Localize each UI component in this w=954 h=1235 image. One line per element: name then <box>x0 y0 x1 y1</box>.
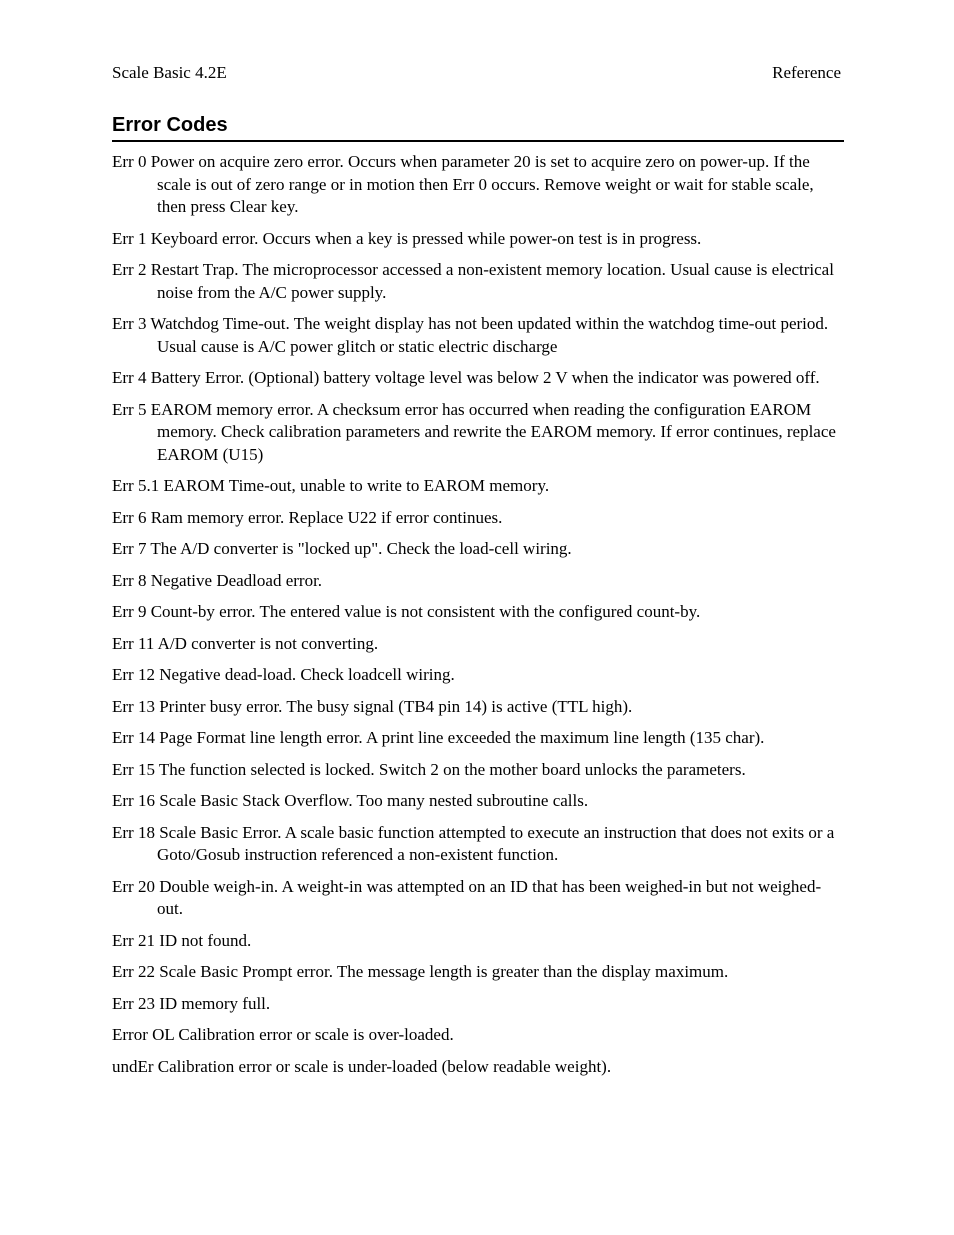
error-entry-err-23: Err 23 ID memory full. <box>112 993 271 1013</box>
error-entry-err-5-1: Err 5.1 EAROM Time-out, unable to write to EAROM memory. <box>112 476 550 495</box>
error-entry-err-4: Err 4 Battery Error. (Optional) battery voltage level was below 2 V when the indicator was powered off. <box>112 368 820 387</box>
error-entry-err-14: Err 14 Page Format line length error. A print line exceeded the maximum line length (135 char). <box>112 728 765 747</box>
error-entry-err-5: Err 5 EAROM memory error. A checksum error has occurred when reading the configuration EAROM memory. Check calibration parameters and rewrite the EAROM memory. If error continues, replace EAROM (U15) <box>112 399 836 464</box>
error-entry-error-ol: Error OL Calibration error or scale is over-loaded. <box>112 1025 454 1044</box>
error-entry-err-1: Err 1 Keyboard error. Occurs when a key is pressed while power-on test is in progress. <box>112 228 702 248</box>
running-header-section: Reference <box>772 63 841 82</box>
error-entry-err-6: Err 6 Ram memory error. Replace U22 if error continues. <box>112 507 503 527</box>
error-entry-err-8: Err 8 Negative Deadload error. <box>112 570 323 590</box>
error-code-list <box>112 151 844 1087</box>
error-entry-under: undEr Calibration error or scale is under-loaded (below readable weight). <box>112 1056 612 1076</box>
error-entry-err-0: Err 0 Power on acquire zero error. Occurs when parameter 20 is set to acquire zero on power-up. If the scale is out of zero range or in motion then Err 0 occurs. Remove weight or wait for stable scale, then press Clear key. <box>112 152 814 216</box>
error-entry-err-16: Err 16 Scale Basic Stack Overflow. Too many nested subroutine calls. <box>112 791 589 810</box>
error-entry-err-22: Err 22 Scale Basic Prompt error. The message length is greater than the display maximum. <box>112 962 729 981</box>
error-entry-err-9: Err 9 Count-by error. The entered value is not consistent with the configured count-by. <box>112 602 701 621</box>
running-header-title: Scale Basic 4.2E <box>112 63 227 82</box>
error-entry-err-7: Err 7 The A/D converter is "locked up". Check the load-cell wiring. <box>112 539 572 558</box>
error-entry-err-13: Err 13 Printer busy error. The busy signal (TB4 pin 14) is active (TTL high). <box>112 696 633 716</box>
error-entry-err-3: Err 3 Watchdog Time-out. The weight display has not been updated within the watchdog time-out period. Usual cause is A/C power glitch or static electric discharge <box>112 314 829 356</box>
error-entry-err-21: Err 21 ID not found. <box>112 930 252 950</box>
error-entry-err-18: Err 18 Scale Basic Error. A scale basic function attempted to execute an instruction that does not exits or a Goto/Gosub instruction referenced a non-existent function. <box>112 822 835 864</box>
error-entry-err-11: Err 11 A/D converter is not converting. <box>112 633 379 653</box>
error-entry-err-20: Err 20 Double weigh-in. A weight-in was attempted on an ID that has been weighed-in but not weighed-out. <box>112 876 822 918</box>
error-entry-err-12: Err 12 Negative dead-load. Check loadcell wiring. <box>112 665 455 684</box>
error-entry-err-2: Err 2 Restart Trap. The microprocessor accessed a non-existent memory location. Usual cause is electrical noise from the A/C power supply. <box>112 260 834 302</box>
error-entry-err-15: Err 15 The function selected is locked. Switch 2 on the mother board unlocks the parameters. <box>112 759 746 779</box>
section-title: Error Codes <box>112 112 844 142</box>
